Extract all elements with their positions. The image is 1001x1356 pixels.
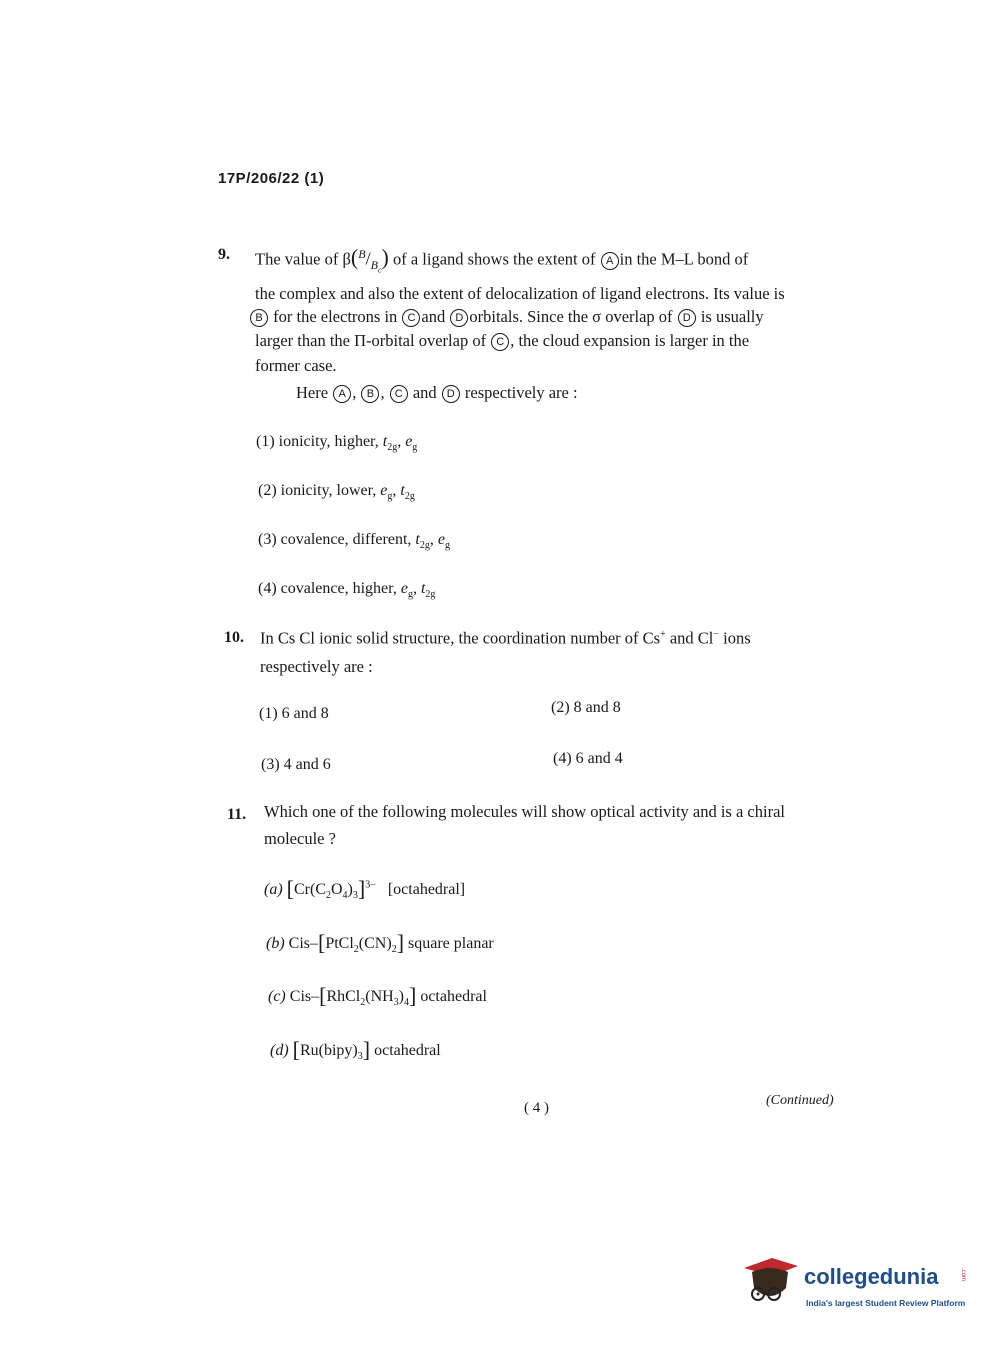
q9-line3-c: orbitals. Since the σ overlap of — [469, 307, 673, 326]
formula-prefix: Cis– — [289, 988, 320, 1005]
page-number: ( 4 ) — [524, 1100, 549, 1116]
option-text: 6 and 8 — [281, 705, 329, 722]
bracket-close: ] — [396, 930, 405, 955]
option-number: (1) — [259, 705, 278, 722]
option-number: (2) — [258, 482, 277, 499]
q9-line3-b: and — [421, 307, 446, 326]
formula-charge: 3− — [365, 879, 376, 891]
orbital-sub: 2g — [404, 491, 415, 503]
q9-line1-a: The value of β — [255, 249, 351, 269]
geometry: octahedral — [420, 988, 487, 1005]
option-number: (1) — [256, 433, 275, 450]
continued-label: (Continued) — [766, 1093, 834, 1108]
option-text: ionicity, lower, — [280, 482, 377, 499]
q10-line1-a: In Cs Cl ionic solid structure, the coordination number of Cs — [260, 628, 661, 648]
q11-option-d — [270, 1037, 441, 1063]
option-text: 4 and 6 — [283, 756, 331, 773]
orbital-symbol: e — [380, 482, 388, 499]
circled-a-icon: A — [601, 252, 619, 270]
q9-line4 — [255, 329, 749, 353]
formula-sub: 2 — [325, 890, 331, 902]
q9-line3 — [249, 305, 764, 329]
orbital-symbol: e — [437, 531, 445, 548]
bracket-close: ] — [409, 983, 417, 1008]
orbital-symbol: e — [405, 433, 413, 450]
orbital-sub: g — [412, 442, 418, 454]
circled-c-icon: C — [390, 385, 408, 403]
orbital-sub: g — [407, 589, 413, 601]
logo-suffix: .com — [960, 1268, 966, 1282]
option-text: 8 and 8 — [573, 699, 621, 716]
q9-line5: former case. — [255, 356, 337, 375]
q9-line4-b: , the cloud expansion is larger in the — [510, 331, 750, 350]
q9-here-b: respectively are : — [464, 383, 578, 402]
formula-sub: 3 — [357, 1051, 363, 1063]
q9-frac-num: B — [358, 247, 366, 261]
q9-option-2: (2) ionicity, lower, $e_g$, $t_{2g}$ — [258, 482, 415, 503]
q9-line3-a: for the electrons in — [273, 307, 398, 326]
circled-c-icon: C — [402, 309, 420, 327]
q9-line3-d: is usually — [700, 307, 764, 326]
option-number: (3) — [261, 756, 280, 773]
circled-d-icon: D — [450, 309, 468, 327]
collegedunia-logo-icon — [740, 1250, 800, 1310]
formula-sub: 4 — [404, 997, 409, 1009]
orbital-sub: 2g — [419, 540, 430, 552]
formula-part: PtCl — [325, 935, 354, 952]
option-number: (a) — [264, 881, 283, 898]
orbital-sub: g — [387, 491, 393, 503]
bracket-open: [ — [318, 930, 326, 955]
formula-sub: 2 — [353, 944, 359, 956]
formula-sub: 3 — [393, 997, 399, 1009]
orbital-symbol: e — [400, 580, 408, 597]
paper-code: 17P/206/22 (1) — [218, 170, 325, 187]
q10-option-2 — [551, 699, 621, 717]
q10-option-4 — [553, 750, 623, 768]
formula-part: Cr(C — [293, 881, 326, 898]
orbital-symbol: t — [415, 531, 420, 548]
option-number: (4) — [258, 580, 277, 597]
q9-frac-den: B — [370, 257, 378, 272]
option-text: 6 and 4 — [575, 750, 623, 767]
circled-b-icon: B — [361, 385, 379, 403]
orbital-sub: 2g — [387, 442, 398, 454]
circled-d-icon: D — [442, 385, 460, 403]
formula-part: ) — [398, 988, 404, 1005]
q10-option-3 — [261, 756, 331, 774]
orbital-sub: g — [444, 540, 450, 552]
logo-name: collegedunia — [804, 1264, 939, 1289]
q11-line2: molecule ? — [264, 829, 336, 848]
option-text: ionicity, higher, — [278, 433, 379, 450]
orbital-symbol: t — [400, 482, 405, 499]
option-text: covalence, different, — [280, 531, 412, 548]
q9-line2: the complex and also the extent of delocalization of ligand electrons. Its value is — [255, 284, 785, 303]
q9-option-1: (1) ionicity, higher, $t_{2g}$, $e_g$ — [256, 433, 418, 454]
formula-part: Ru(bipy) — [299, 1042, 358, 1059]
q9-here-line: Here A , B , C and D respectively are : — [296, 383, 578, 402]
orbital-sub: 2g — [425, 589, 436, 601]
option-number: (2) — [551, 699, 570, 716]
bracket-open: [ — [286, 876, 294, 901]
option-text: covalence, higher, — [280, 580, 397, 597]
orbital-symbol: t — [420, 580, 426, 597]
circled-b-icon: B — [250, 309, 268, 327]
formula-sub: 3 — [352, 890, 358, 902]
option-number: (d) — [270, 1042, 289, 1059]
bracket-open: [ — [292, 1037, 300, 1062]
q11-line1: Which one of the following molecules will show optical activity and is a chiral — [264, 802, 785, 821]
q11-option-a — [264, 876, 465, 902]
q9-line1-b: of a ligand shows the extent of — [392, 249, 596, 269]
geometry: octahedral — [374, 1042, 441, 1059]
q9-here-and: and — [412, 383, 437, 402]
q11-option-b — [266, 930, 494, 956]
formula-sub: 4 — [342, 890, 348, 902]
q9-line4-a: larger than the Π-orbital overlap of — [255, 331, 487, 350]
circled-c-icon: C — [491, 333, 509, 351]
cs-charge: + — [660, 629, 666, 640]
q11-option-c — [268, 983, 487, 1009]
q10-line2: respectively are : — [260, 657, 373, 676]
q9-option-3: (3) covalence, different, $t_{2g}$, $e_g$ — [258, 531, 450, 552]
formula-sub: 2 — [360, 997, 366, 1009]
option-number: (b) — [266, 935, 285, 952]
formula-part: (CN) — [358, 935, 392, 952]
q9-frac-den-sub: c — [377, 265, 382, 275]
formula-part: O — [330, 881, 343, 898]
q9-fraction: ( — [350, 244, 359, 270]
q9-option-4: (4) covalence, higher, $e_g$, $t_{2g}$ — [258, 580, 436, 601]
circled-d-icon: D — [678, 309, 696, 327]
cl-charge: − — [713, 629, 720, 640]
q10-number: 10. — [224, 629, 244, 646]
orbital-symbol: t — [382, 433, 388, 450]
formula-sub: 2 — [391, 944, 397, 956]
bracket-open: [ — [319, 983, 327, 1008]
geometry: square planar — [408, 935, 494, 952]
formula-part: ) — [347, 881, 353, 898]
q11-number: 11. — [227, 806, 247, 823]
circled-a-icon: A — [333, 385, 351, 403]
option-number: (3) — [258, 531, 277, 548]
bracket-close: ] — [362, 1037, 371, 1062]
formula-prefix: Cis– — [288, 935, 318, 952]
logo-tagline: India's largest Student Review Platform — [806, 1298, 966, 1308]
geometry: [octahedral] — [387, 881, 466, 898]
q10-option-1 — [259, 705, 329, 723]
q9-here-a: Here — [296, 383, 329, 402]
formula-part: (NH — [365, 988, 394, 1005]
q10-line1 — [260, 623, 751, 651]
q9-line1: The value of $\beta(^B/_{B_c})$ of a ligand shows the extent of A in the M–L bond of — [255, 244, 749, 275]
formula-part: RhCl — [326, 988, 361, 1005]
option-number: (c) — [268, 988, 286, 1005]
bracket-close: ] — [357, 876, 366, 901]
q10-line1-b: ions — [723, 628, 751, 648]
q9-line1-c: in the M–L bond of — [619, 249, 749, 269]
q10-line1-and: and Cl — [669, 628, 714, 648]
option-number: (4) — [553, 750, 572, 767]
q9-number: 9. — [218, 246, 230, 263]
